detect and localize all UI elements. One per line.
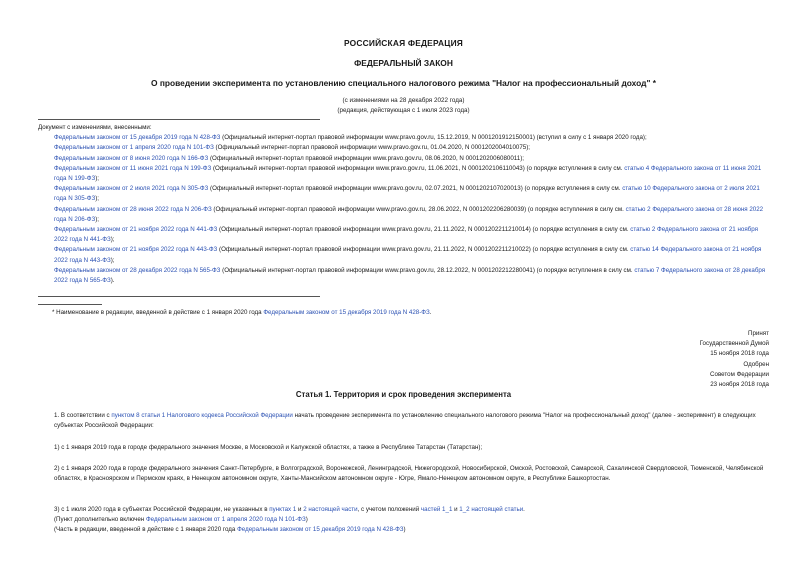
header-country: РОССИЙСКАЯ ФЕДЕРАЦИЯ <box>343 38 464 48</box>
changes-intro: Документ с изменениями, внесенными: <box>38 124 152 131</box>
approved-label: Одобрен <box>743 360 769 368</box>
edition-note-changes: (с изменениями на 28 декабря 2022 года) <box>342 97 465 104</box>
change-law-link[interactable]: Федеральным законом от 2 июля 2021 года N 305-ФЗ <box>54 185 209 193</box>
note-text: (Пункт дополнительно включен <box>54 516 146 523</box>
change-item <box>38 266 770 286</box>
article-item-3 <box>38 505 770 515</box>
document-title: О проведении эксперимента по установлению специального налогового режима "Налог на профессиональный доход" * <box>151 78 656 88</box>
change-item <box>38 225 770 245</box>
change-details-end: ). <box>110 277 115 285</box>
change-details: (Официальный интернет-портал правовой информации www.pravo.gov.ru, 08.06.2020, N 0001202006080011); <box>208 154 524 162</box>
amendment-note-2 <box>38 525 770 535</box>
approved-by: Советом Федерации <box>710 370 769 378</box>
change-item <box>38 143 770 153</box>
change-item <box>38 205 770 225</box>
change-details: (Официальный интернет-портал правовой информации www.pravo.gov.ru, 11.06.2021, N 0001202106110043) (о порядке вступления в силу см. <box>211 164 625 172</box>
paragraph-text: , с учетом положений <box>357 506 421 513</box>
footnote-text: * Наименование в редакции, введенной в действие с 1 января 2020 года <box>52 309 264 316</box>
change-details-end: ); <box>110 236 115 244</box>
change-article-link[interactable]: статью 14 Федерального закона от 21 ноября 2022 года N 443-ФЗ <box>54 246 762 264</box>
change-details: (Официальный интернет-портал правовой информации www.pravo.gov.ru, 21.11.2022, N 0001202211210014) (о порядке вступления в силу см. <box>217 226 631 234</box>
change-item <box>38 184 770 204</box>
footnote <box>52 308 784 318</box>
divider-top <box>38 119 320 120</box>
change-details-end: ); <box>95 175 99 183</box>
footnote-divider <box>38 304 102 305</box>
paragraph-text: начать проведение эксперимента по установлению специального налогового режима "Налог на профессиональный доход" (далее - эксперимент) в следующих субъектах Российской Федерации: <box>54 412 756 430</box>
change-details: (Официальный интернет-портал правовой информации www.pravo.gov.ru, 28.06.2022, N 0001202206280039) (о порядке вступления в силу см. <box>211 205 626 213</box>
change-details: (Официальный интернет-портал правовой информации www.pravo.gov.ru, 02.07.2021, N 0001202107020013) (о порядке вступления в силу см. <box>208 185 623 193</box>
change-article-link[interactable]: статью 10 Федерального закона от 2 июля 2021 года N 305-ФЗ <box>54 185 760 203</box>
change-details: (Официальный интернет-портал правовой информации www.pravo.gov.ru, 01.04.2020, N 0001202004010075); <box>213 144 530 152</box>
change-item <box>38 164 770 184</box>
adopted-date: 15 ноября 2018 года <box>710 350 769 358</box>
change-law-link[interactable]: Федеральным законом от 11 июня 2021 года N 199-ФЗ <box>54 164 212 172</box>
footnote-end: . <box>429 309 432 316</box>
amendment-note-1 <box>38 515 770 525</box>
change-details: (Официальный интернет-портал правовой информации www.pravo.gov.ru, 28.12.2022, N 0001202212280041) (о порядке вступления в силу см. <box>220 266 635 274</box>
article-item-1: 1) с 1 января 2019 года в городе федерального значения Москве, в Московской и Калужской областях, а также в Республике Татарстан (Татарстан); <box>54 444 483 451</box>
part-link[interactable]: 1_2 настоящей статьи <box>459 506 524 513</box>
change-article-link[interactable]: статью 2 Федерального закона от 21 ноября 2022 года N 441-ФЗ <box>54 226 758 244</box>
divider-bottom <box>38 296 320 297</box>
change-item <box>38 245 770 265</box>
point-link[interactable]: 2 настоящей части <box>303 506 358 513</box>
part-link[interactable]: частей 1_1 <box>420 506 453 513</box>
change-law-link[interactable]: Федеральным законом от 21 ноября 2022 года N 441-ФЗ <box>54 226 218 234</box>
change-item <box>38 133 770 143</box>
paragraph-text: 1. В соответствии с <box>54 412 112 419</box>
edition-note-effective: (редакция, действующая с 1 июля 2023 года) <box>337 107 470 114</box>
paragraph-text: и <box>452 506 460 513</box>
change-details-end: ); <box>95 215 99 223</box>
change-law-link[interactable]: Федеральным законом от 28 декабря 2022 года N 565-ФЗ <box>54 266 221 274</box>
change-item <box>38 154 770 164</box>
change-details-end: ); <box>95 195 99 203</box>
article-heading: Статья 1. Территория и срок проведения эксперимента <box>295 390 512 399</box>
note-text: ) <box>403 526 406 533</box>
changes-list <box>38 123 770 286</box>
footnote-law-link[interactable]: Федеральным законом от 15 декабря 2019 года N 428-ФЗ <box>263 309 430 316</box>
change-details: (Официальный интернет-портал правовой информации www.pravo.gov.ru, 21.11.2022, N 0001202211210022) (о порядке вступления в силу см. <box>217 246 631 254</box>
change-law-link[interactable]: Федеральным законом от 1 апреля 2020 года N 101-ФЗ <box>54 144 214 152</box>
change-article-link[interactable]: статью 2 Федерального закона от 28 июня 2022 года N 206-ФЗ <box>54 205 764 223</box>
note-text: ) <box>305 516 308 523</box>
adopted-label: Принят <box>748 330 769 337</box>
change-article-link[interactable]: статью 7 Федерального закона от 28 декабря 2022 года N 565-ФЗ <box>54 266 766 285</box>
amendment-law-link[interactable]: Федеральным законом от 1 апреля 2020 года N 101-ФЗ <box>145 516 306 523</box>
change-details-end: ); <box>110 256 115 264</box>
change-law-link[interactable]: Федеральным законом от 8 июня 2020 года N 166-ФЗ <box>54 154 209 162</box>
point-link[interactable]: пунктах 1 <box>269 506 297 513</box>
header-doc-type: ФЕДЕРАЛЬНЫЙ ЗАКОН <box>354 58 453 68</box>
paragraph-text: 3) с 1 июля 2020 года в субъектах Российской Федерации, не указанных в <box>54 506 270 513</box>
approved-date: 23 ноября 2018 года <box>710 381 769 389</box>
paragraph-text: . <box>523 506 525 513</box>
adopted-by: Государственной Думой <box>699 340 769 348</box>
note-text: (Часть в редакции, введенной в действие с 1 января 2020 года <box>54 526 238 533</box>
adoption-block <box>700 329 769 390</box>
amendment-law-link[interactable]: Федеральным законом от 15 декабря 2019 года N 428-ФЗ <box>237 526 404 533</box>
change-law-link[interactable]: Федеральным законом от 15 декабря 2019 года N 428-ФЗ <box>54 134 221 142</box>
change-law-link[interactable]: Федеральным законом от 21 ноября 2022 года N 443-ФЗ <box>54 246 218 254</box>
change-details: (Официальный интернет-портал правовой информации www.pravo.gov.ru, 15.12.2019, N 0001201912150001) (вступил в силу с 1 января 2020 года); <box>220 134 647 142</box>
change-article-link[interactable]: статью 4 Федерального закона от 11 июня 2021 года N 199-ФЗ <box>54 164 762 183</box>
paragraph-text: и <box>296 506 304 513</box>
article-item-2: 2) с 1 января 2020 года в городе федерального значения Санкт-Петербурге, в Волгоградской, Воронежской, Ленинградской, Нижегородской, Новосибирской, Омской, Ростовской, Самарской, Сахалинской Свердловской, Тюменской, Челябинской областях, в Красноярском и Пермском краях, в Ненецком автономном округе, Ханты-Мансийском автономном округе - Югре, Ямало-Ненецком автономном округе, в Республике Башкортостан. <box>54 465 764 483</box>
tax-code-link[interactable]: пунктом 8 статьи 1 Налогового кодекса Российской Федерации <box>111 412 293 419</box>
article-paragraph-1 <box>38 411 770 431</box>
change-law-link[interactable]: Федеральным законом от 28 июня 2022 года N 206-ФЗ <box>54 205 212 213</box>
